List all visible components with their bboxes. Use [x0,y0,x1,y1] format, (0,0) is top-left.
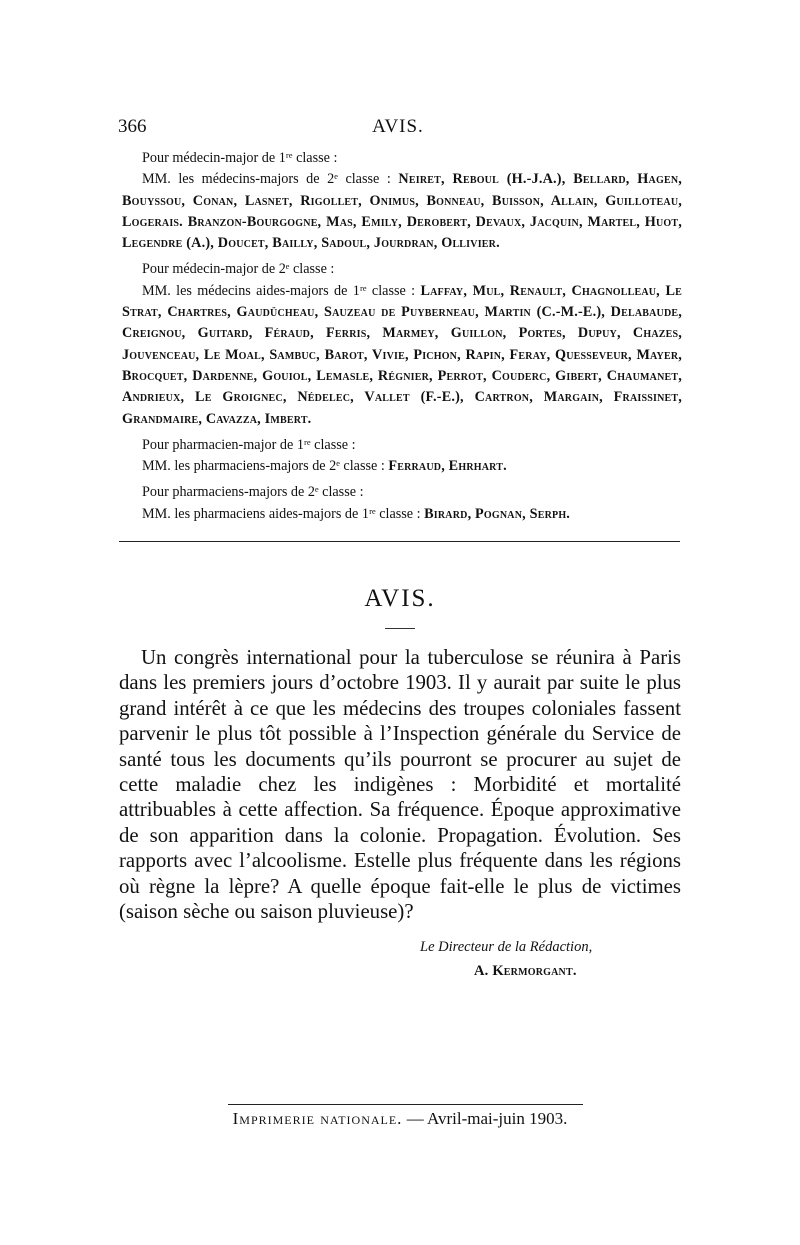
promotion-names: Laffay, Mul, Renault, Chagnolleau, Le Strat, Chartres, Gaudücheau, Sauzeau de Puyberneau, Martin (C.-M.-E.), Delabaude, Creignou, Guitard, Féraud, Ferris, Marmey, Guillon, Portes, Dupuy, Chazes, Jouvenceau, Le Moal, Sambuc, Barot, Vivie, Pichon, Rapin, Feray, Quesseveur, Mayer, Brocquet, Dardenne, Gouiol, Lemasle, Régnier, Perrot, Couderc, Gibert, Chaumanet, Andrieux, Le Groignec, Nédelec, Vallet (F.-E.), Cartron, Margain, Fraissinet, Grandmaire, Cavazza, Imbert. [122,282,683,427]
promotion-list [122,456,682,477]
imprint-rule [228,1104,583,1105]
promotion-intro: MM. les médecins-majors de 2ᵉ classe : [142,171,391,188]
imprint-line [0,1108,800,1130]
title-rule [385,628,415,629]
promotion-block [122,482,682,525]
promotion-names: Neiret, Reboul (H.-J.A.), Bellard, Hagen, Bouyssou, Conan, Lasnet, Rigollet, Onimus, Bonneau, Buisson, Allain, Guilloteau, Logerais. Branzon-Bourgogne, Mas, Emily, Derobert, Devaux, Jacquin, Martel, Huot, Legendre (A.), Doucet, Bailly, Sadoul, Jourdran, Ollivier. [122,171,682,252]
running-head [118,116,678,140]
promotion-names: Ferraud, Ehrhart. [388,458,507,475]
promotion-list [122,504,682,525]
notice-body: Un congrès international pour la tuberculose se réunira à Paris dans les premiers jours d’octobre 1903. Il y aurait par suite le plus grand intérêt à ce que les médecins des troupes coloniales fassent parvenir le plus tôt possible à l’Inspection générale du Service de santé tous les documents qu’ils pourront se procurer au sujet de cette maladie chez les indigènes : Morbidité et mortalité attribuables à cette affection. Sa fréquence. Époque approximative de son apparition dans la colonie. Propagation. Évolution. Ses rapports avec l’alcoolisme. Estelle plus fréquente dans les régions où règne la lèpre? A quelle époque fait-elle le plus de victimes (saison sèche ou saison pluvieuse)? [119,646,681,924]
promotion-intro: MM. les médecins aides-majors de 1ʳᵉ classe : [142,282,416,299]
promotion-heading: Pour médecin-major de 1ʳᵉ classe : [142,150,338,166]
promotion-list [122,281,682,430]
promotion-intro: MM. les pharmaciens aides-majors de 1ʳᵉ classe : [142,505,421,522]
header-title: AVIS. [372,116,424,137]
imprint-printer: Imprimerie nationale. [232,1109,403,1128]
promotion-heading: Pour pharmacien-major de 1ʳᵉ classe : [142,436,356,453]
promotion-list [122,169,682,254]
page-number: 366 [118,116,147,137]
section-divider [119,541,680,542]
promotion-intro: MM. les pharmaciens-majors de 2ᵉ classe : [142,458,385,475]
promotion-heading: Pour pharmaciens-majors de 2ᵉ classe : [142,484,364,501]
signature-name: A. Kermorgant. [474,963,577,979]
imprint-separator: — [402,1109,427,1128]
notice-title: AVIS. [364,585,436,612]
promotion-block [122,259,682,429]
signature-role: Le Directeur de la Rédaction, [420,939,593,955]
imprint-date: Avril-mai-juin 1903. [427,1109,568,1128]
promotion-block [122,435,682,478]
promotion-heading: Pour médecin-major de 2ᵉ classe : [142,261,335,278]
promotion-names: Birard, Pognan, Serph. [424,505,571,522]
signature-block [420,935,640,983]
promotions-section [122,148,682,530]
promotion-block [122,148,682,254]
